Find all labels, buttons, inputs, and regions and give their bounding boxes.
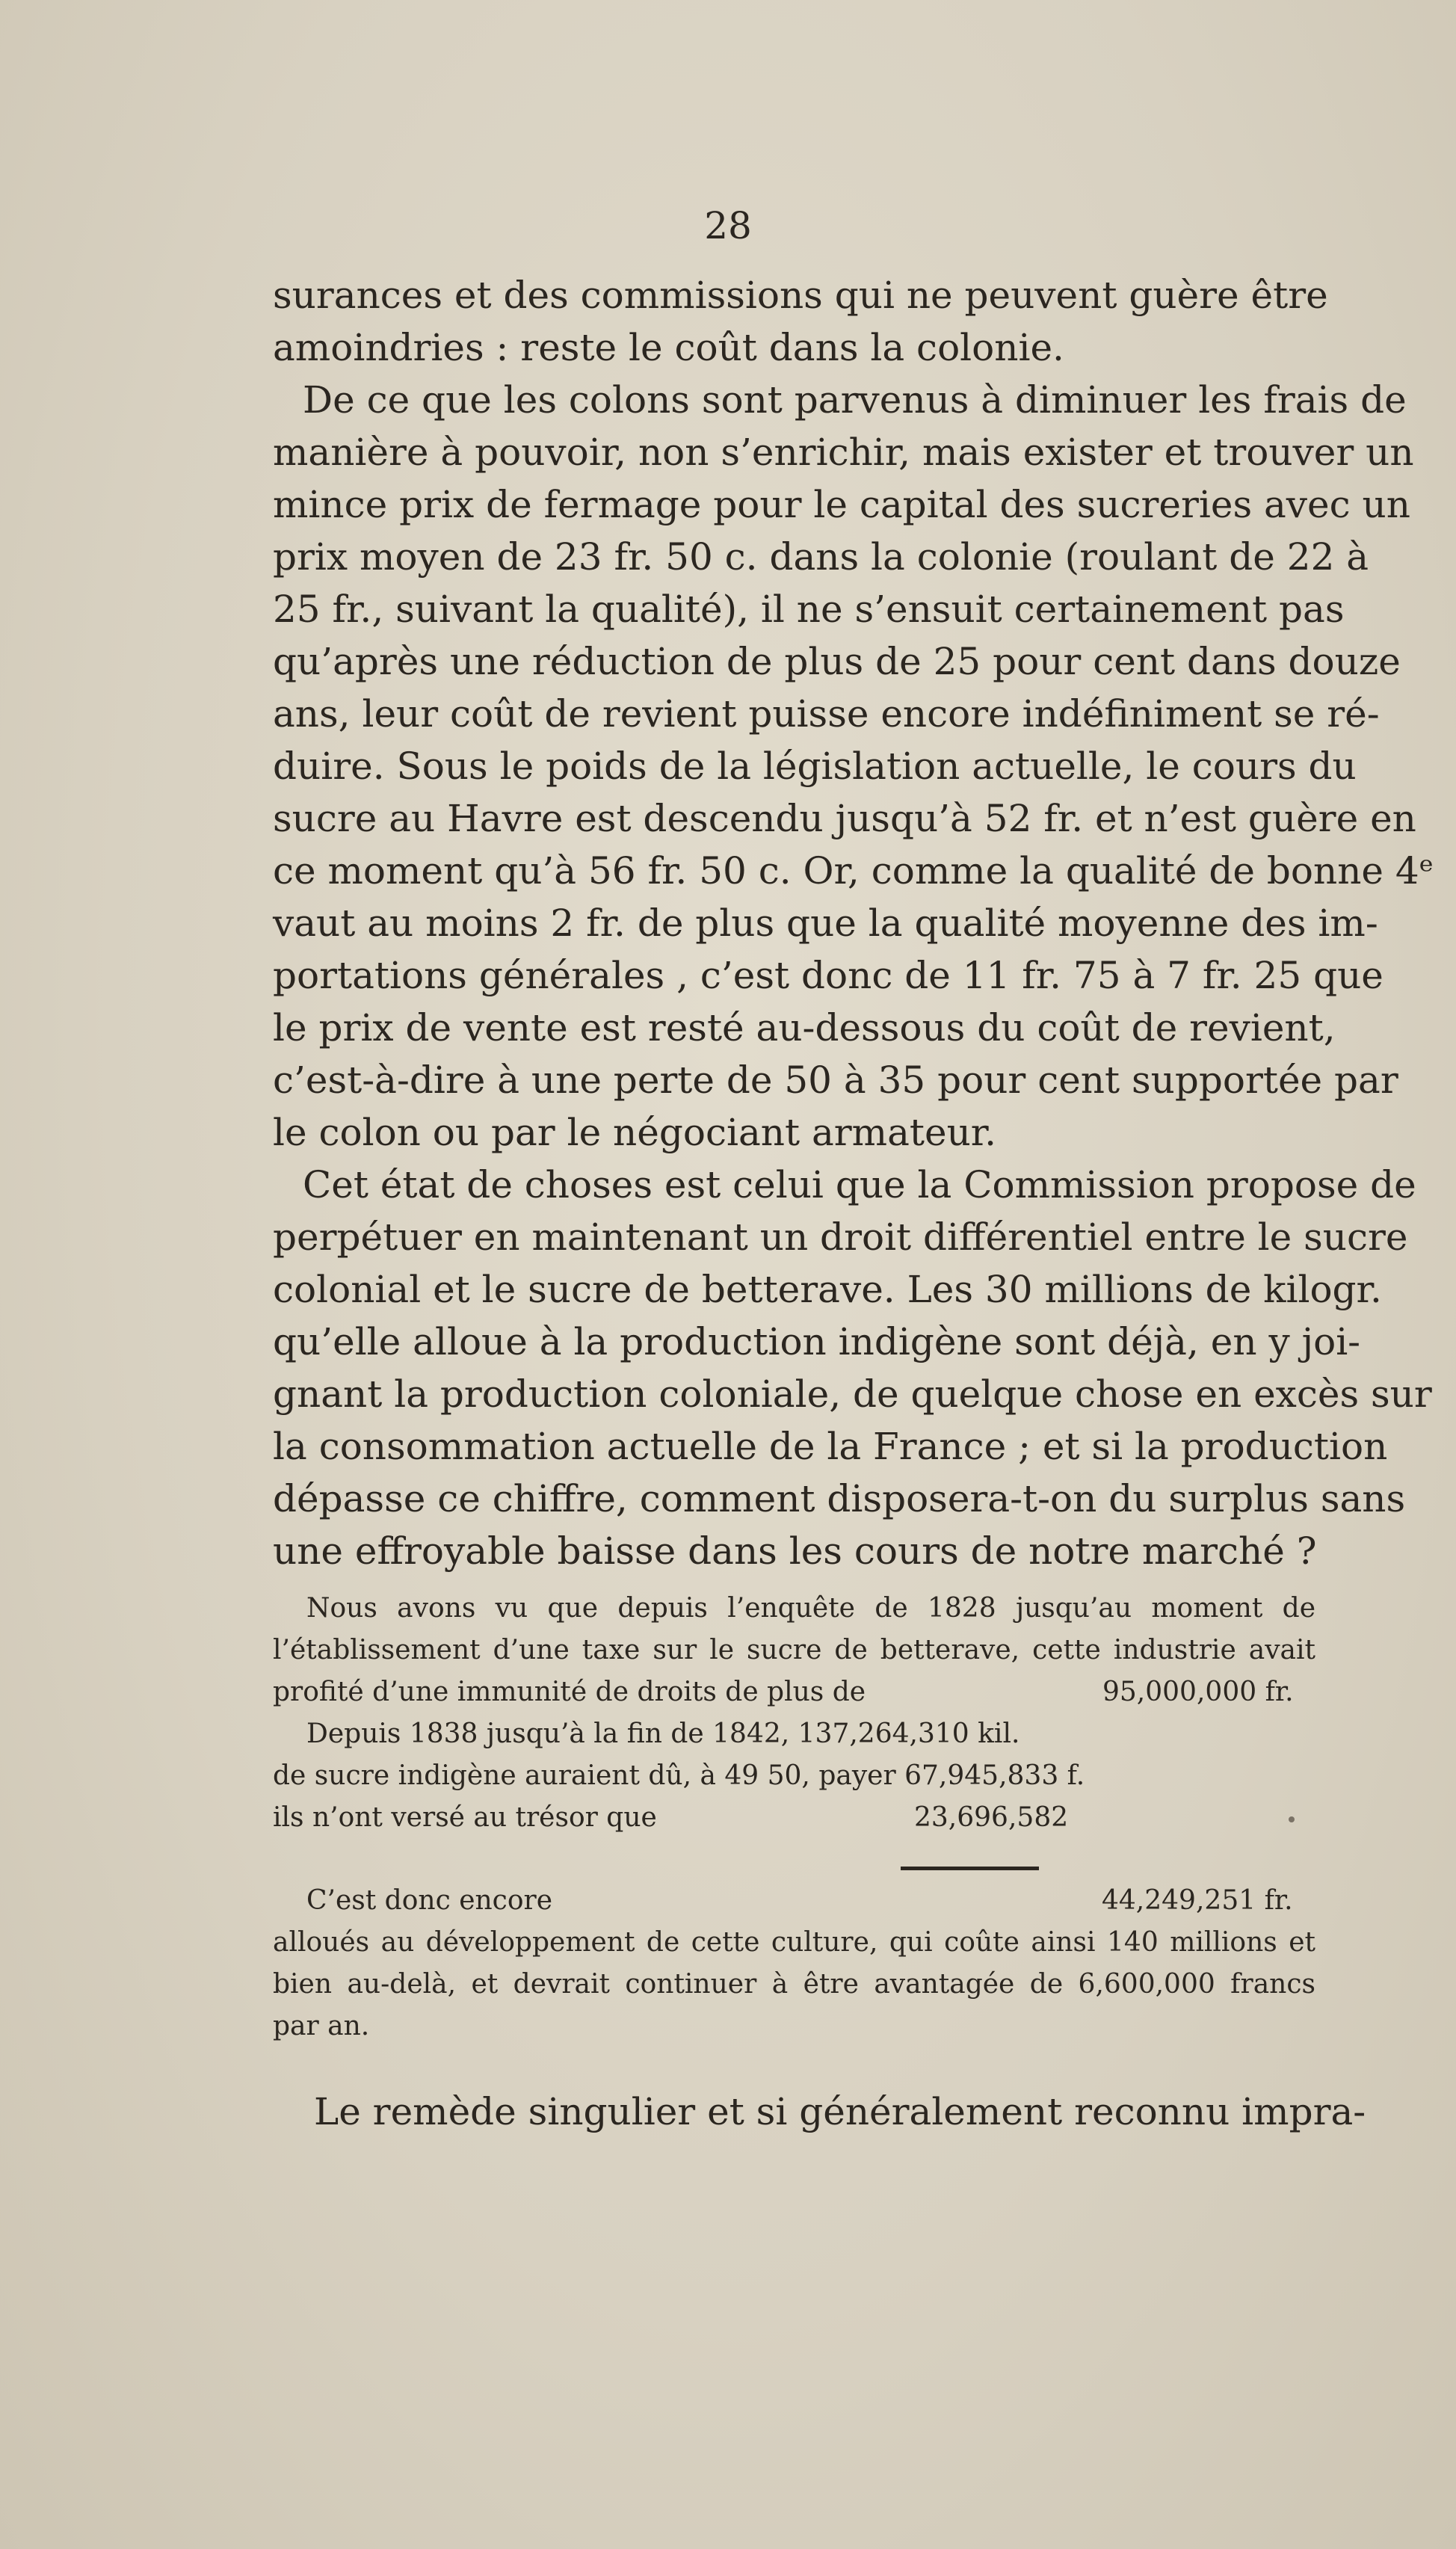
body-line: qu’elle alloue à la production indigène sont déjà, en y joi- [273, 1320, 1361, 1363]
body-line: manière à pouvoir, non s’enrichir, mais exister et trouver un [273, 431, 1414, 474]
body-line: le colon ou par le négociant armateur. [273, 1111, 997, 1154]
body-line: sucre au Havre est descendu jusqu’à 52 fr. et n’est guère en [273, 797, 1416, 840]
body-line: c’est-à-dire à une perte de 50 à 35 pour cent supportée par [273, 1058, 1398, 1102]
footnote-text: ils n’ont versé au trésor que [273, 1802, 657, 1833]
footnote-amount: 23,696,582 [914, 1802, 1069, 1833]
page-number: 28 [704, 204, 752, 247]
body-line: duire. Sous le poids de la législation actuelle, le cours du [273, 745, 1357, 788]
body-line: 25 fr., suivant la qualité), il ne s’ensuit certainement pas [273, 588, 1345, 631]
body-line: surances et des commissions qui ne peuvent guère être [273, 274, 1328, 317]
body-line: prix moyen de 23 fr. 50 c. dans la colonie (roulant de 22 à [273, 535, 1369, 579]
body-line: amoindries : reste le coût dans la colonie. [273, 326, 1064, 369]
body-line: gnant la production coloniale, de quelque chose en excès sur [273, 1372, 1432, 1416]
footnote-line: bien au-delà, et devrait continuer à être avantagée de 6,600,000 francs [273, 1969, 1315, 2000]
footnote-line: par an. [273, 2011, 370, 2041]
footnote-line: Depuis 1838 jusqu’à la fin de 1842, 137,264,310 kil. [306, 1719, 1020, 1749]
body-line: Cet état de choses est celui que la Commission propose de [303, 1163, 1416, 1206]
body-line: une effroyable baisse dans les cours de notre marché ? [273, 1529, 1317, 1573]
ink-speck [1289, 1816, 1295, 1822]
body-line: mince prix de fermage pour le capital des sucreries avec un [273, 483, 1410, 526]
footnote-amount: 44,249,251 fr. [1102, 1885, 1293, 1916]
footnote-row [273, 1799, 1315, 1837]
sum-rule [901, 1867, 1039, 1870]
body-line: le prix de vente est resté au-dessous du coût de revient, [273, 1006, 1336, 1050]
body-line: ans, leur coût de revient puisse encore indéfiniment se ré- [273, 692, 1380, 736]
footnote-line: de sucre indigène auraient dû, à 49 50, payer 67,945,833 f. [273, 1760, 1085, 1791]
body-line: portations générales , c’est donc de 11 fr. 75 à 7 fr. 25 que [273, 954, 1383, 997]
body-line: la consommation actuelle de la France ; et si la production [273, 1425, 1388, 1468]
footnote-row [306, 1882, 1315, 1920]
body-line: perpétuer en maintenant un droit différentiel entre le sucre [273, 1215, 1408, 1259]
body-line: ce moment qu’à 56 fr. 50 c. Or, comme la qualité de bonne 4ᵉ [273, 849, 1434, 893]
body-line: De ce que les colons sont parvenus à diminuer les frais de [303, 378, 1407, 422]
body-line: vaut au moins 2 fr. de plus que la qualité moyenne des im- [273, 901, 1378, 945]
body-line: qu’après une réduction de plus de 25 pour cent dans douze [273, 640, 1401, 683]
body-line: Le remède singulier et si généralement reconnu impra- [314, 2090, 1366, 2133]
footnote-text: C’est donc encore [306, 1885, 553, 1916]
body-line: colonial et le sucre de betterave. Les 30 millions de kilogr. [273, 1268, 1382, 1311]
footnote-text: profité d’une immunité de droits de plus de [273, 1677, 866, 1707]
footnote-line: l’établissement d’une taxe sur le sucre de betterave, cette industrie avait [273, 1635, 1315, 1665]
footnote-line: Nous avons vu que depuis l’enquête de 1828 jusqu’au moment de [306, 1593, 1315, 1624]
footnote-amount: 95,000,000 fr. [1102, 1677, 1294, 1707]
footnote-row [273, 1674, 1315, 1711]
footnote-line: alloués au développement de cette culture, qui coûte ainsi 140 millions et [273, 1927, 1315, 1958]
body-line: dépasse ce chiffre, comment disposera-t-on du surplus sans [273, 1477, 1406, 1520]
